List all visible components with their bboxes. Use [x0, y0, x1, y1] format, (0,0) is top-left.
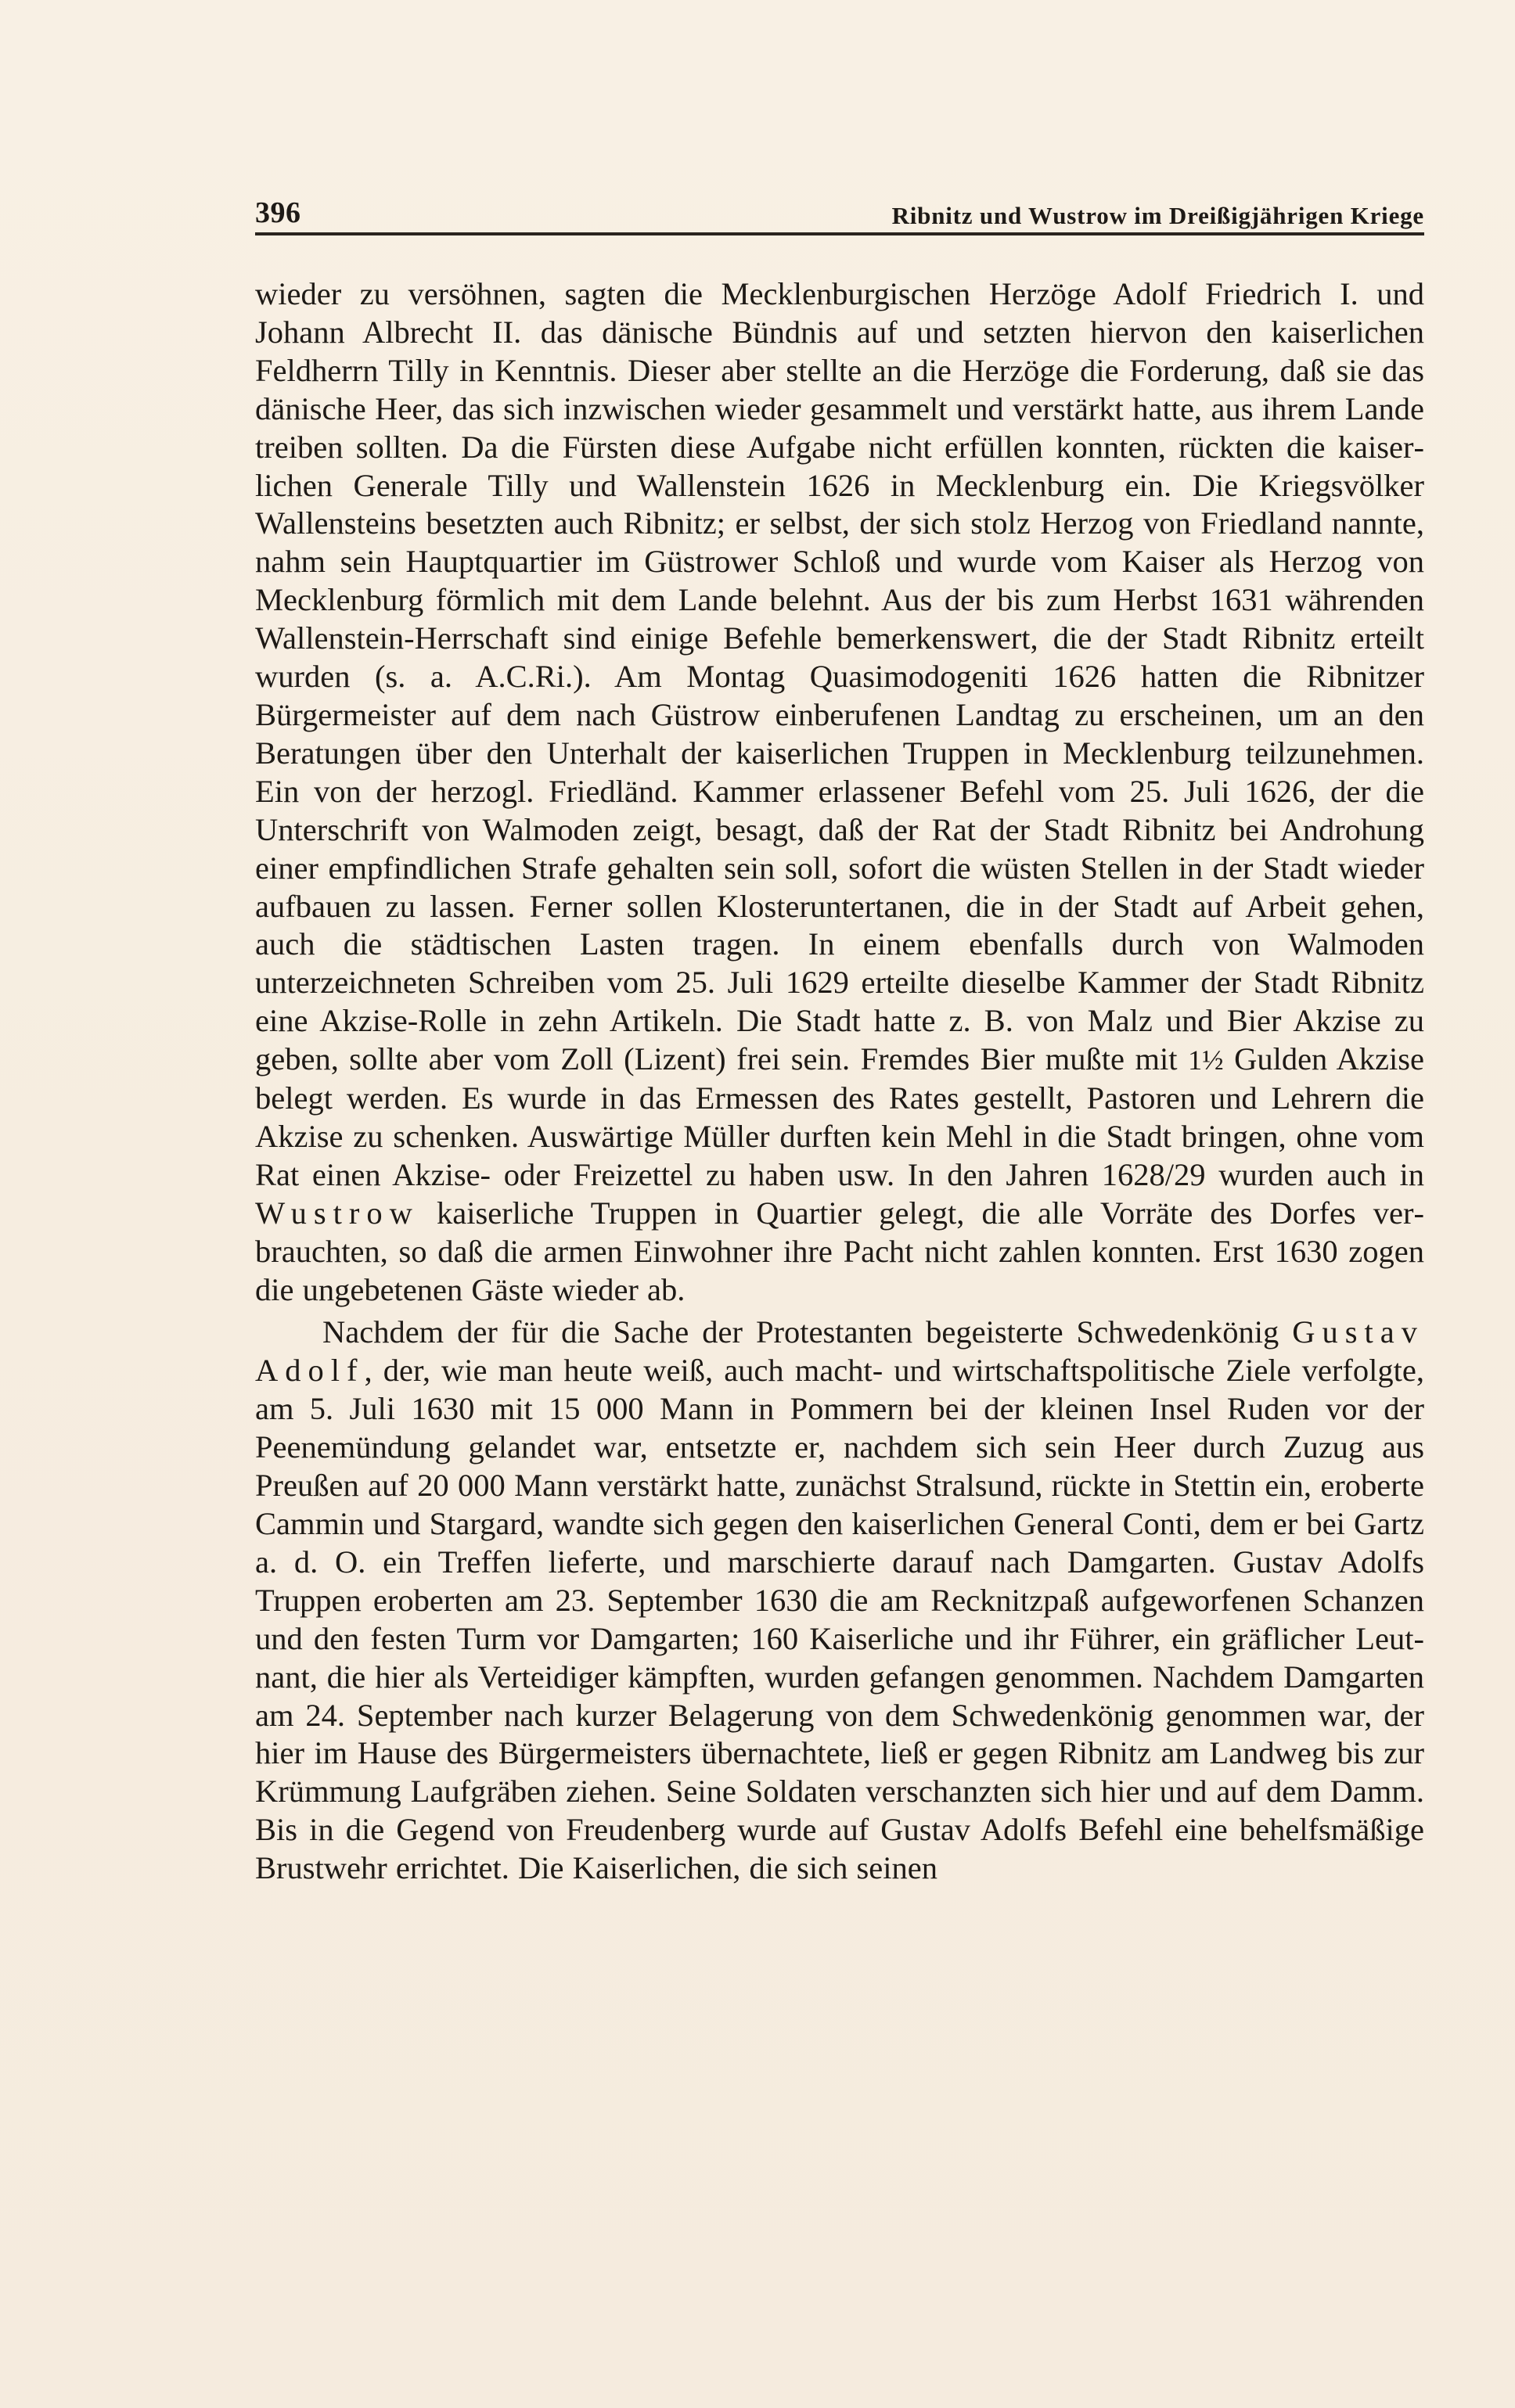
- paragraph-1-part-a: wieder zu versöhnen, sagten die Mecklenburgischen Herzöge Adolf Friedrich I. und Johann Albrecht II. das dänische Bündnis auf und setzten hiervon den kaiserlichen Feldherrn Tilly in Kenntnis. Dieser aber stellte an die Herzöge die Forderung, daß sie das dänische Heer, das sich inzwischen wieder gesammelt und verstärkt hatte, aus ihrem Lande treiben sollten. Da die Fürsten diese Aufgabe nicht erfüllen konnten, rückten die kaiserlichen Generale Tilly und Wallenstein 1626 in Mecklenburg ein. Die Kriegsvölker Wallensteins besetzten auch Ribnitz; er selbst, der sich stolz Herzog von Friedland nannte, nahm sein Hauptquartier im Güstrower Schloß und wurde vom Kaiser als Herzog von Mecklenburg förmlich mit dem Lande belehnt. Aus der bis zum Herbst 1631 währenden Wallenstein-Herrschaft sind einige Befehle bemerkenswert, die der Stadt Ribnitz erteilt wurden (s. a. A.C.Ri.). Am Montag Quasimodogeniti 1626 hatten die Ribnitzer Bürgermeister auf dem nach Güstrow einberufenen Landtag zu erscheinen, um an den Beratungen über den Unterhalt der kaiserlichen Truppen in Mecklenburg teilzunehmen. Ein von der herzogl. Friedländ. Kammer erlassener Befehl vom 25. Juli 1626, der die Unterschrift von Walmoden zeigt, besagt, daß der Rat der Stadt Ribnitz bei Androhung einer empfindlichen Strafe gehalten sein soll, sofort die wüsten Stellen in der Stadt wieder aufbauen zu lassen. Ferner sollen Klosteruntertanen, die in der Stadt auf Arbeit gehen, auch die städtischen Lasten tragen. In einem ebenfalls durch von Walmoden unterzeichneten Schreiben vom 25. Juli 1629 erteilte dieselbe Kammer der Stadt Ribnitz eine Akzise-Rolle in zehn Artikeln. Die Stadt hatte z. B. von Malz und Bier Akzise zu geben, sollte aber vom Zoll (Lizent) frei sein. Fremdes Bier mußte mit: [255, 276, 1424, 1077]
- running-title: Ribnitz und Wustrow im Dreißigjährigen Kriege: [891, 202, 1424, 229]
- paragraph-2-part-a: Nachdem der für die Sache der Protestanten begeisterte Schwedenkönig: [322, 1314, 1279, 1350]
- fraction-one-and-half: 1½: [1188, 1044, 1224, 1076]
- page-header: [255, 190, 1424, 235]
- spaced-person-name: Gustav Adolf: [255, 1314, 1424, 1389]
- paragraph-1-part-c: kaiserliche Truppen in Quartier gelegt, die alle Vorräte des Dorfes verbrauchten, so daß die armen Einwohner ihre Pacht nicht zahlen konnten. Erst 1630 zogen die ungebetenen Gäste wieder ab.: [255, 1195, 1424, 1307]
- body-text: [255, 275, 1424, 2278]
- spaced-place-name: Wustrow: [255, 1195, 419, 1231]
- paragraph-2-part-b: , der, wie man heute weiß, auch macht- und wirtschaftspolitische Ziele verfolgte, am 5. Juli 1630 mit 15 000 Mann in Pommern bei der kleinen Insel Ruden vor der Peenemündung gelandet war, entsetzte er, nachdem sich sein Heer durch Zuzug aus Preußen auf 20 000 Mann verstärkt hatte, zunächst Stralsund, rückte in Stettin ein, eroberte Cammin und Stargard, wandte sich gegen den kaiserlichen General Conti, dem er bei Gartz a. d. O. ein Treffen lieferte, und marschierte darauf nach Damgarten. Gustav Adolfs Truppen eroberten am 23. September 1630 die am Recknitzpaß aufgeworfenen Schanzen und den festen Turm vor Damgarten; 160 Kaiserliche und ihr Führer, ein gräflicher Leutnant, die hier als Verteidiger kämpften, wurden gefangen genommen. Nachdem Damgarten am 24. September nach kurzer Belagerung von dem Schwedenkönig genommen war, der hier im Hause des Bürgermeisters übernachtete, ließ er gegen Ribnitz am Landweg bis zur Krümmung Laufgräben ziehen. Seine Soldaten verschanzten sich hier und auf dem Damm. Bis in die Gegend von Freudenberg wurde auf Gustav Adolfs Befehl eine behelfsmäßige Brustwehr errichtet. Die Kaiserlichen, die sich seinen: [255, 1353, 1424, 1886]
- page-number: 396: [255, 196, 301, 229]
- paragraph-2: [255, 1314, 1424, 1888]
- paragraph-1: [255, 275, 1424, 1309]
- paragraph-1-part-b: Gulden Akzise belegt werden. Es wurde in das Ermessen des Rates gestellt, Pastoren und Lehrern die Akzise zu schenken. Auswärtige Müller durften kein Mehl in die Stadt bringen, ohne vom Rat einen Akzise- oder Freizettel zu haben usw. In den Jahren 1628/29 wurden auch in: [255, 1041, 1424, 1192]
